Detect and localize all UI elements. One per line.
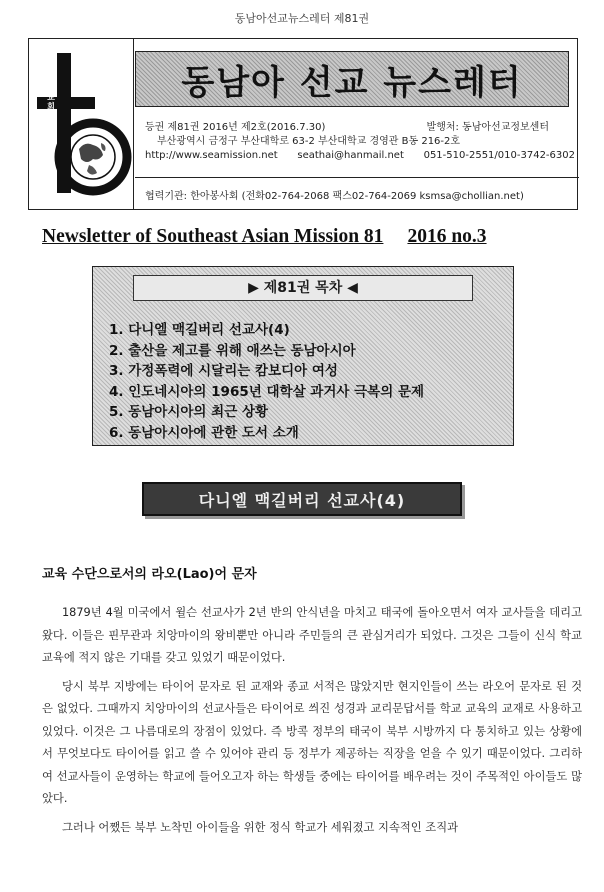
newsletter-title-box — [135, 51, 569, 107]
paragraph: 그러나 어쨌든 북부 노착민 아이들을 위한 정식 학교가 세워졌고 지속적인 조직과 — [62, 820, 459, 834]
paragraph: 1879년 4월 미국에서 윌슨 선교사가 2년 반의 안식년을 마치고 태국에 돌아오면서 여자 교사들을 데리고 왔다. 이들은 핀무관과 치앙마이의 왕비뿐만 아니라 주민들의 큰 관심거리가 되었다. 그것은 그들이 신식 학교교육에 적지 않은 기대를 갖고 있었기 때문이었다. — [42, 606, 582, 664]
toc-list — [109, 320, 424, 443]
toc-item[interactable]: 1. 다니엘 맥길버리 선교사(4) — [109, 322, 290, 338]
mission-logo — [29, 39, 134, 209]
logo-letters — [41, 57, 61, 111]
english-title-issue: 2016 no.3 — [407, 226, 487, 247]
publication-info — [145, 121, 575, 163]
phone: 051-510-2551/010-3742-6302 — [423, 150, 575, 161]
toc-item[interactable]: 6. 동남아시아에 관한 도서 소개 — [109, 424, 299, 441]
logo-letter: 동 — [47, 57, 55, 66]
masthead — [28, 38, 578, 210]
english-title-text: Newsletter of Southeast Asian Mission 81 — [42, 226, 384, 247]
toc-item[interactable]: 3. 가정폭력에 시달리는 캄보디아 여성 — [109, 363, 338, 379]
logo-letter: 남 — [47, 66, 55, 75]
toc-item[interactable]: 4. 인도네시아의 1965년 대학살 과거사 극복의 문제 — [109, 383, 425, 400]
article-subheading: 교육 수단으로서의 라오(Lao)어 문자 — [42, 567, 257, 582]
logo-letter: 회 — [47, 102, 55, 111]
table-of-contents — [92, 266, 514, 446]
toc-item[interactable]: 2. 출산을 제고를 위해 애쓰는 동남아시아 — [109, 342, 356, 359]
publisher: 발행처: 동남아선교정보센터 — [426, 122, 549, 133]
english-title — [42, 226, 582, 248]
logo-letter: 아 — [47, 75, 55, 84]
section-banner — [142, 482, 462, 516]
running-header: 동남아선교뉴스레터 제81권 — [234, 12, 370, 25]
toc-item[interactable]: 5. 동남아시아의 최근 상황 — [109, 404, 269, 420]
website-link[interactable]: http://www.seamission.net — [145, 150, 278, 161]
issue-line: 등권 제81권 2016년 제2호(2016.7.30) — [145, 122, 326, 133]
logo-letter: 교 — [47, 93, 55, 102]
address: 부산광역시 금정구 부산대학로 63-2 부산대학교 경영관 B동 216-2호 — [157, 136, 461, 147]
article-body — [42, 602, 582, 845]
newsletter-title: 동남아 선교 뉴스레터 — [181, 62, 523, 103]
email-link[interactable]: seathai@hanmail.net — [297, 150, 404, 161]
logo-letter: 선 — [47, 84, 55, 93]
toc-heading: ▶ 제81권 목차 ◀ — [133, 275, 473, 301]
section-title: 다니엘 맥길버리 선교사(4) — [198, 490, 406, 510]
cooperation-info: 협력기관: 한아봉사회 (전화02-764-2068 팩스02-764-2069 ksmsa@chollian.net) — [145, 191, 524, 202]
paragraph: 당시 북부 지방에는 타이어 문자로 된 교재와 종교 서적은 많았지만 현지인들이 쓰는 라오어 문자로 된 것은 없었다. 그때까지 치앙마이의 선교사들은 타이어로 씌진 성경과 교리문답서를 학교 교육의 교재로 사용하고 있었다. 이것은 그 나름대로의 장점이 있었다. 즉 방콕 정부의 태국이 북부 시방까지 다 통치하고 있는 상황에서 무엇보다도 타이어를 읽고 쓸 수 있어야 관리 등 정부가 제공하는 직장을 얻을 수 있기 때문이었다. 그리하여 선교사들이 운영하는 학교에 들어오고자 하는 학생들 중에는 타이어를 배우려는 것이 주목적인 아이들도 많았다. — [42, 679, 582, 805]
masthead-divider — [135, 177, 579, 178]
